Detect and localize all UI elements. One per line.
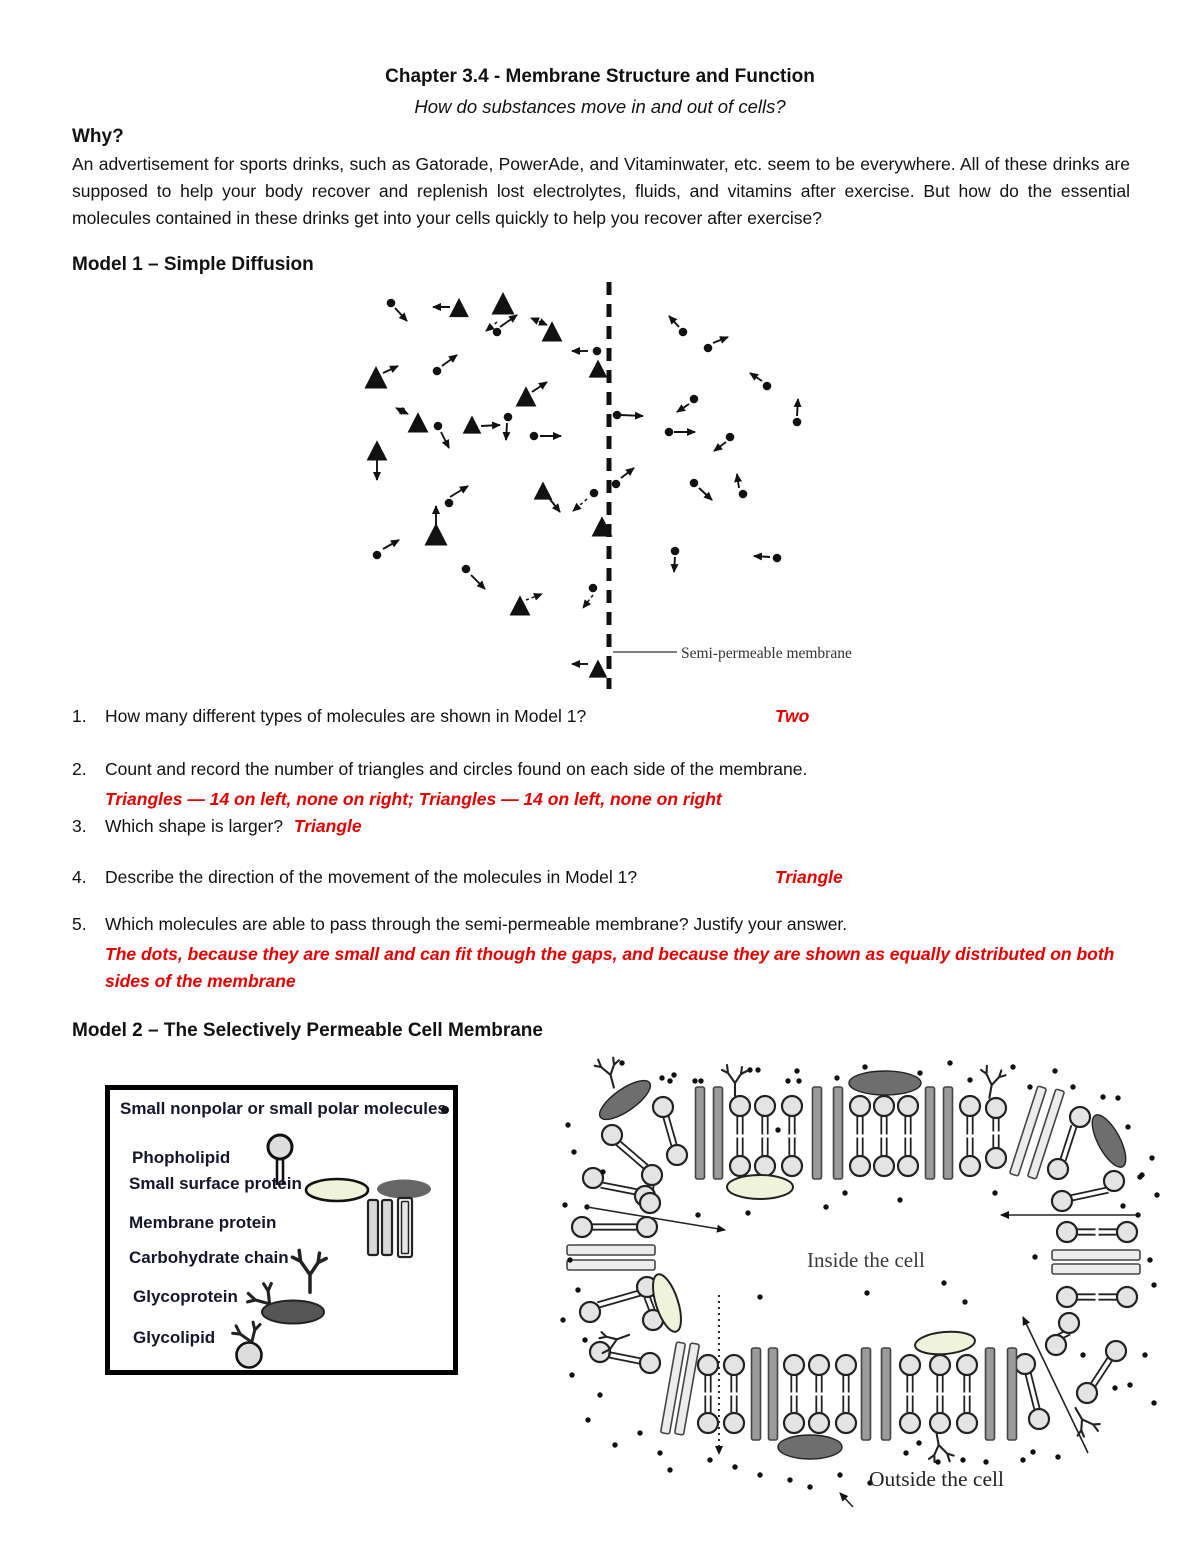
answer-text: Triangle xyxy=(775,867,843,887)
why-label: Why? xyxy=(72,126,124,147)
page-title: Chapter 3.4 - Membrane Structure and Function xyxy=(385,66,815,87)
question-number: 5. xyxy=(72,914,87,934)
question-number: 1. xyxy=(72,706,87,726)
molecule-motion-arrows xyxy=(377,307,798,664)
answer-text: The dots, because they are small and can fit though the gaps, and because they are shown as equally distributed on both sides of the membrane xyxy=(105,944,1115,991)
question-number: 2. xyxy=(72,759,87,779)
question-text: Count and record the number of triangles and circles found on each side of the membrane. xyxy=(105,759,808,779)
glycoprotein-icon xyxy=(244,1278,324,1326)
triangle-molecules xyxy=(364,292,612,678)
membrane-label: Semi-permeable membrane xyxy=(681,645,852,662)
model2-cell-membrane-diagram xyxy=(560,1055,1160,1550)
legend-title: Small nonpolar or small polar molecules xyxy=(120,1099,447,1118)
answer-text: Two xyxy=(775,706,810,726)
answer-text: Triangles — 14 on left, none on right; Triangles — 14 on left, none on right xyxy=(105,789,722,809)
dot-molecules xyxy=(373,299,802,593)
question-text: Which shape is larger? xyxy=(105,816,283,836)
answer-text: Triangle xyxy=(293,816,362,836)
membrane-protein-icon xyxy=(368,1198,412,1257)
legend-item-carbohydrate-chain: Carbohydrate chain xyxy=(129,1248,289,1267)
question-2 xyxy=(72,756,1130,782)
legend-item-small-surface-protein: Small surface protein xyxy=(129,1174,302,1193)
question-text: Describe the direction of the movement of the molecules in Model 1? xyxy=(105,867,638,887)
question-number: 4. xyxy=(72,867,87,887)
glycolipid-icon xyxy=(231,1318,270,1368)
model1-heading: Model 1 – Simple Diffusion xyxy=(72,254,314,275)
question-5 xyxy=(72,911,1130,937)
membrane-legend-box xyxy=(105,1085,458,1375)
question-text: How many different types of molecules are shown in Model 1? xyxy=(105,706,587,726)
legend-item-phospholipid: Phopholipid xyxy=(132,1148,231,1167)
question-1 xyxy=(72,703,1130,729)
legend-item-glycoprotein: Glycoprotein xyxy=(133,1287,238,1306)
question-number: 3. xyxy=(72,816,87,836)
legend-item-membrane-protein: Membrane protein xyxy=(129,1213,277,1232)
small-molecule-dots xyxy=(560,1060,1159,1489)
model1-diffusion-diagram xyxy=(340,280,900,700)
page-subtitle: How do substances move in and out of cells? xyxy=(414,96,786,117)
outside-the-cell-label: Outside the cell xyxy=(869,1467,1004,1491)
inside-the-cell-label: Inside the cell xyxy=(807,1248,925,1272)
question-3 xyxy=(72,813,1130,839)
carbohydrate-chain-icon xyxy=(292,1250,326,1292)
model2-heading: Model 2 – The Selectively Permeable Cell Membrane xyxy=(72,1020,543,1041)
question-text: Which molecules are able to pass through the semi-permeable membrane? Justify your answer. xyxy=(105,914,848,934)
legend-item-glycolipid: Glycolipid xyxy=(133,1328,216,1347)
question-4 xyxy=(72,864,1130,890)
intro-paragraph: An advertisement for sports drinks, such as Gatorade, PowerAde, and Vitaminwater, etc. seem to be everywhere. All of these drinks are supposed to help your body recover and replenish lost electrolytes, fluids, and vitamins after exercise. But how do the essential molecules contained in these drinks get into your cells quickly to help you recover after exercise? xyxy=(72,154,1130,228)
